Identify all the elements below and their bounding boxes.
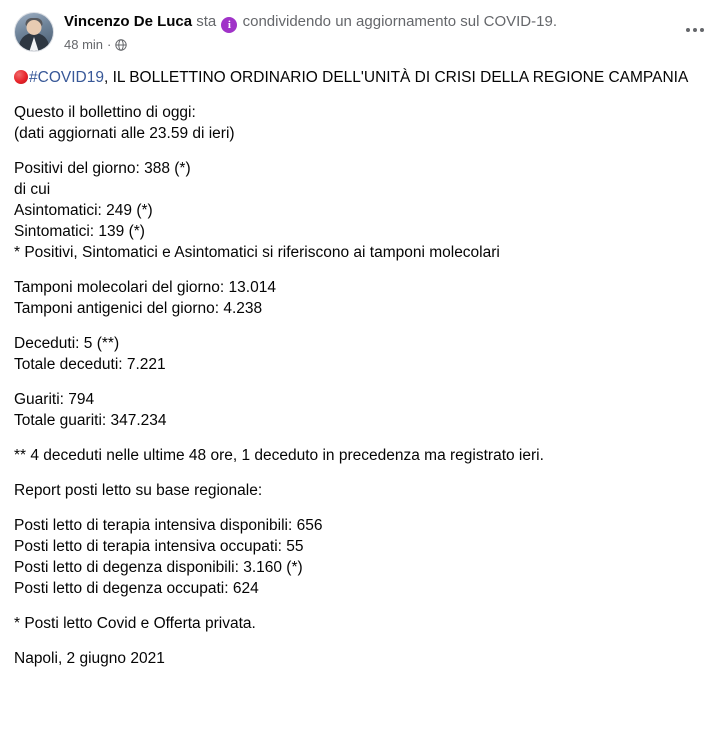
post-line: Asintomatici: 249 (*) [14, 202, 153, 219]
post-line: Tamponi molecolari del giorno: 13.014 [14, 279, 276, 296]
post-line: Posti letto di degenza occupati: 624 [14, 580, 259, 597]
hashtag-link[interactable]: #COVID19 [29, 69, 104, 86]
headline-text: , IL BOLLETTINO ORDINARIO DELL'UNITÀ DI CRISI DELLA REGIONE CAMPANIA [103, 69, 689, 86]
post-paragraph [14, 515, 709, 599]
globe-icon[interactable] [115, 39, 127, 51]
post-header [14, 10, 709, 55]
post-line: Questo il bollettino di oggi: [14, 104, 196, 121]
post-line: Posti letto di terapia intensiva occupati: 55 [14, 538, 304, 555]
ellipsis-icon[interactable] [679, 14, 711, 46]
post-line: ** 4 deceduti nelle ultime 48 ore, 1 deceduto in precedenza ma registrato ieri. [14, 447, 544, 464]
post-line: Sintomatici: 139 (*) [14, 223, 145, 240]
post-action-text: condividendo un aggiornamento sul COVID-19. [242, 13, 557, 30]
post-paragraph [14, 333, 709, 375]
post-line: * Positivi, Sintomatici e Asintomatici si riferiscono ai tamponi molecolari [14, 244, 500, 261]
post-body [14, 55, 709, 669]
post-line: Guariti: 794 [14, 391, 95, 408]
post-paragraph [14, 445, 709, 466]
post-author-link[interactable]: Vincenzo De Luca [64, 13, 193, 30]
meta-separator: · [107, 37, 112, 52]
post-paragraph [14, 102, 709, 144]
info-badge-icon: i [221, 17, 237, 33]
post-submeta [64, 37, 675, 53]
post-paragraph [14, 480, 709, 501]
post-line: * Posti letto Covid e Offerta privata. [14, 615, 256, 632]
post-line: Totale deceduti: 7.221 [14, 356, 166, 373]
post-line: Posti letto di terapia intensiva disponibili: 656 [14, 517, 323, 534]
post-paragraph [14, 613, 709, 634]
post-headline [14, 67, 709, 88]
post-paragraph [14, 158, 709, 263]
post-line: Deceduti: 5 (**) [14, 335, 120, 352]
post-line: Totale guariti: 347.234 [14, 412, 167, 429]
red-circle-icon [14, 70, 28, 84]
post-line: Napoli, 2 giugno 2021 [14, 650, 165, 667]
post-line: Report posti letto su base regionale: [14, 482, 263, 499]
post-line: (dati aggiornati alle 23.59 di ieri) [14, 125, 235, 142]
avatar[interactable] [14, 12, 54, 52]
post-action-prefix: sta [196, 13, 217, 30]
ellipsis-dot [693, 28, 697, 32]
post-paragraph [14, 648, 709, 669]
ellipsis-dot [700, 28, 704, 32]
post-paragraph [14, 277, 709, 319]
ellipsis-dot [686, 28, 690, 32]
post-line: di cui [14, 181, 51, 198]
post-line: Tamponi antigenici del giorno: 4.238 [14, 300, 263, 317]
post-line: Posti letto di degenza disponibili: 3.160 (*) [14, 559, 303, 576]
post-timestamp[interactable]: 48 min [64, 37, 104, 52]
post-line: Positivi del giorno: 388 (*) [14, 160, 191, 177]
post-paragraph [14, 389, 709, 431]
avatar-face [27, 20, 42, 35]
post-meta [64, 10, 709, 53]
